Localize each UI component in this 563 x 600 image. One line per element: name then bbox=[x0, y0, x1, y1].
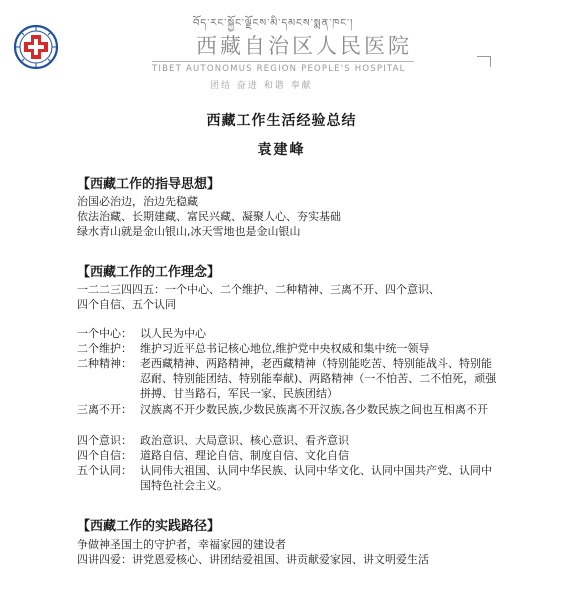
document-title: 西藏工作生活经验总结 bbox=[206, 113, 357, 129]
concept-text: 维护习近平总书记核心地位,维护党中央权威和集中统一领导 bbox=[140, 342, 430, 355]
concept-text: 以人民为中心 bbox=[140, 327, 206, 340]
header-divider bbox=[152, 61, 414, 62]
concept-text: 认同伟大祖国、认同中华民族、认同中华文化、认同中国共产党、认同中国特色社会主义。 bbox=[140, 464, 492, 492]
section-heading-guiding-thought: 【西藏工作的指导思想】 bbox=[77, 177, 221, 192]
section-heading-work-concept: 【西藏工作的工作理念】 bbox=[77, 265, 221, 280]
section1-line: 治国必治边，治边先稳藏 bbox=[77, 195, 198, 208]
concept-label: 一个中心： bbox=[77, 327, 132, 340]
concept-item bbox=[77, 341, 497, 356]
concept-label: 二个维护： bbox=[77, 342, 132, 355]
concept-item bbox=[77, 433, 497, 448]
section1-line: 绿水青山就是金山银山,冰天雪地也是金山银山 bbox=[77, 225, 301, 238]
section3-line: 争做神圣国土的守护者，幸福家园的建设者 bbox=[77, 538, 286, 551]
concept-text: 政治意识、大局意识、核心意识、看齐意识 bbox=[140, 434, 349, 447]
section3-line: 四讲四爱：讲党恩爱核心、讲团结爱祖国、讲贡献爱家园、讲文明爱生活 bbox=[77, 553, 429, 566]
concept-item bbox=[77, 448, 497, 463]
concept-item bbox=[77, 463, 497, 493]
letterhead bbox=[0, 0, 563, 95]
concept-label: 三离不开： bbox=[77, 403, 132, 416]
section1-line: 依法治藏、长期建藏、富民兴藏、凝聚人心、夯实基础 bbox=[77, 210, 341, 223]
concept-item bbox=[77, 402, 497, 417]
corner-mark bbox=[477, 56, 491, 67]
document-author: 袁建峰 bbox=[257, 142, 306, 158]
section-heading-practice-path: 【西藏工作的实践路径】 bbox=[77, 519, 221, 534]
tibetan-hospital-name: བོད་རང་སྐྱོང་ལྗོངས་མི་དམངས་སྨན་ཁང་། bbox=[193, 18, 354, 29]
concept-text: 老西藏精神、两路精神，老西藏精神（特别能吃苦、特别能战斗、特别能忍耐、特别能团结、特别能奉献)、两路精神（一不怕苦、二不怕死，顽强拼搏、甘当路石，军民一家、民族团结） bbox=[140, 357, 497, 400]
concept-label: 五个认同： bbox=[77, 464, 132, 477]
hospital-name-chinese: 西藏自治区人民医院 bbox=[196, 34, 412, 58]
section2-intro-line: 四个自信、五个认同 bbox=[77, 298, 176, 311]
hospital-logo-icon bbox=[13, 24, 59, 70]
concept-text: 道路自信、理论自信、制度自信、文化自信 bbox=[140, 449, 349, 462]
concept-label: 二种精神： bbox=[77, 357, 132, 370]
hospital-motto: 团结 奋进 和谐 奉献 bbox=[210, 81, 313, 91]
concept-item bbox=[77, 356, 497, 401]
section2-intro-line: 一二二三四四五：一个中心、二个维护、二种精神、三离不开、四个意识、 bbox=[77, 283, 440, 296]
hospital-name-english: TIBET AUTONOMUS REGION PEOPLE'S HOSPITAL bbox=[152, 64, 406, 74]
concept-item bbox=[77, 326, 497, 341]
concept-label: 四个自信： bbox=[77, 449, 132, 462]
concept-label: 四个意识： bbox=[77, 434, 132, 447]
concept-text: 汉族离不开少数民族,少数民族离不开汉族,各少数民族之间也互相离不开 bbox=[140, 403, 488, 416]
